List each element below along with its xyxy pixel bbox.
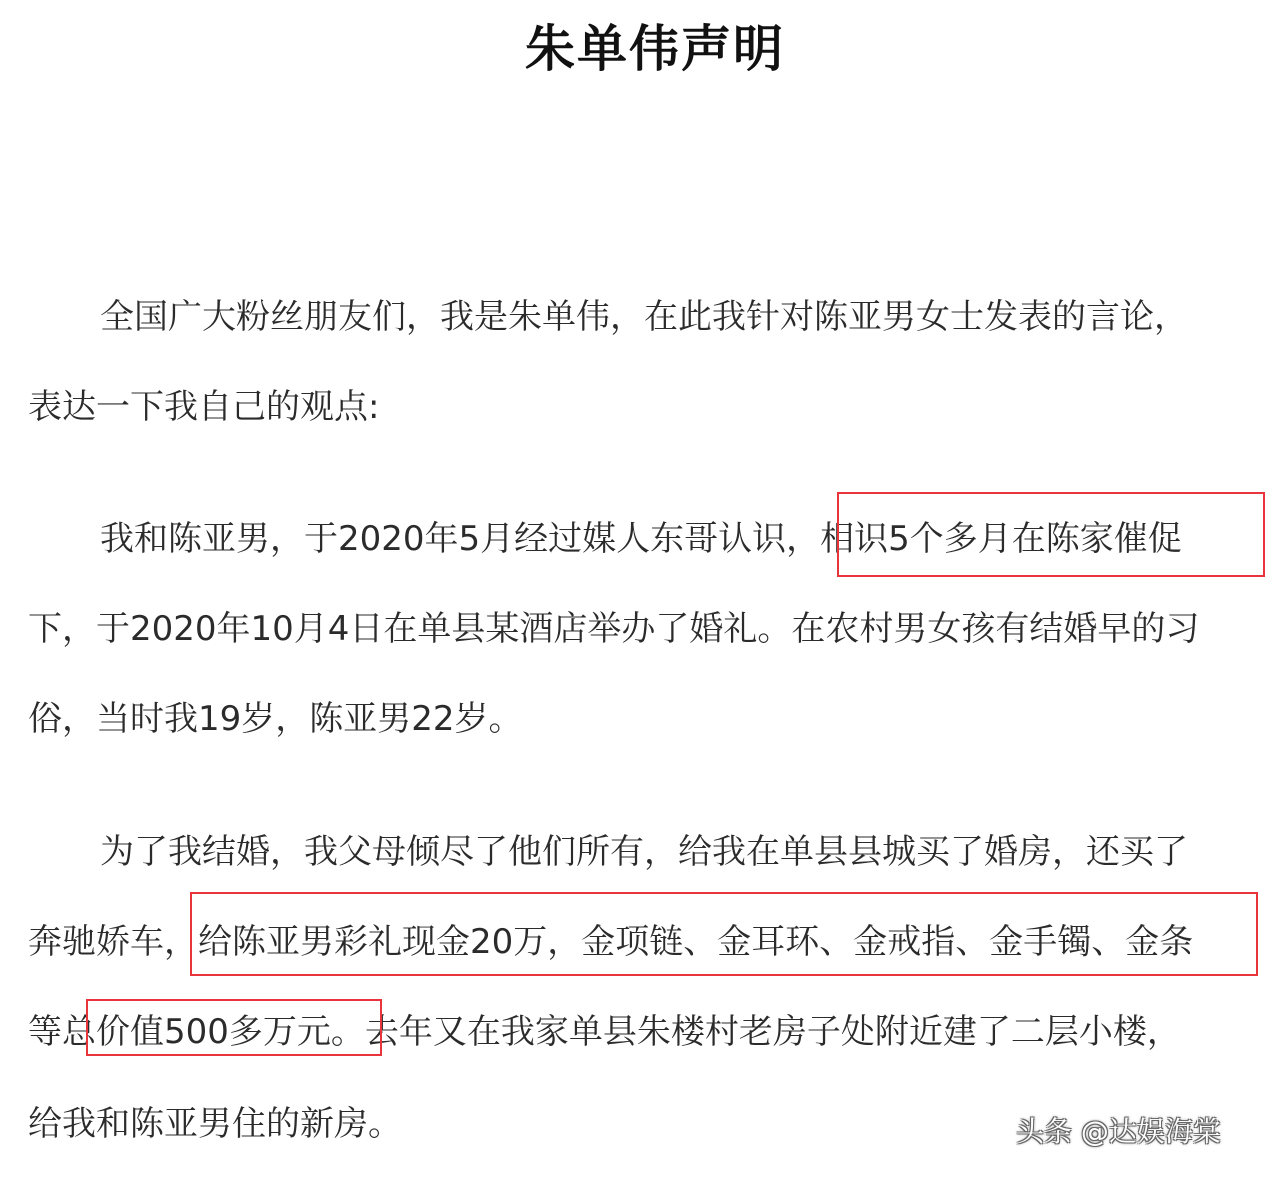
paragraph-3-line-1: 为了我结婚，我父母倾尽了他们所有，给我在单县县城买了婚房，还买了 xyxy=(100,832,1188,872)
document-title: 朱单伟声明 xyxy=(525,20,785,78)
highlight-box-total-value xyxy=(86,999,382,1056)
highlight-box-betrothal-gifts xyxy=(190,892,1258,976)
paragraph-3-line-4: 给我和陈亚男住的新房。 xyxy=(28,1104,402,1144)
watermark-text: 头条 @达娱海棠 xyxy=(1016,1115,1221,1148)
paragraph-3-line-2: 奔驰娇车，给陈亚男彩礼现金20万，金项链、金耳环、金戒指、金手镯、金条 xyxy=(28,922,1194,962)
paragraph-1-line-2: 表达一下我自己的观点: xyxy=(28,387,380,427)
paragraph-3-line-3: 等总价值500多万元。去年又在我家单县朱楼村老房子处附近建了二层小楼， xyxy=(28,1012,1181,1052)
highlight-box-acquaintance xyxy=(837,492,1265,577)
paragraph-2-line-2: 下，于2020年10月4日在单县某酒店举办了婚礼。在农村男女孩有结婚早的习 xyxy=(28,609,1200,649)
paragraph-2-line-3: 俗，当时我19岁，陈亚男22岁。 xyxy=(28,699,523,739)
paragraph-2-line-1: 我和陈亚男，于2020年5月经过媒人东哥认识，相识5个多月在陈家催促 xyxy=(100,519,1182,559)
paragraph-1-line-1: 全国广大粉丝朋友们，我是朱单伟，在此我针对陈亚男女士发表的言论， xyxy=(100,297,1188,337)
